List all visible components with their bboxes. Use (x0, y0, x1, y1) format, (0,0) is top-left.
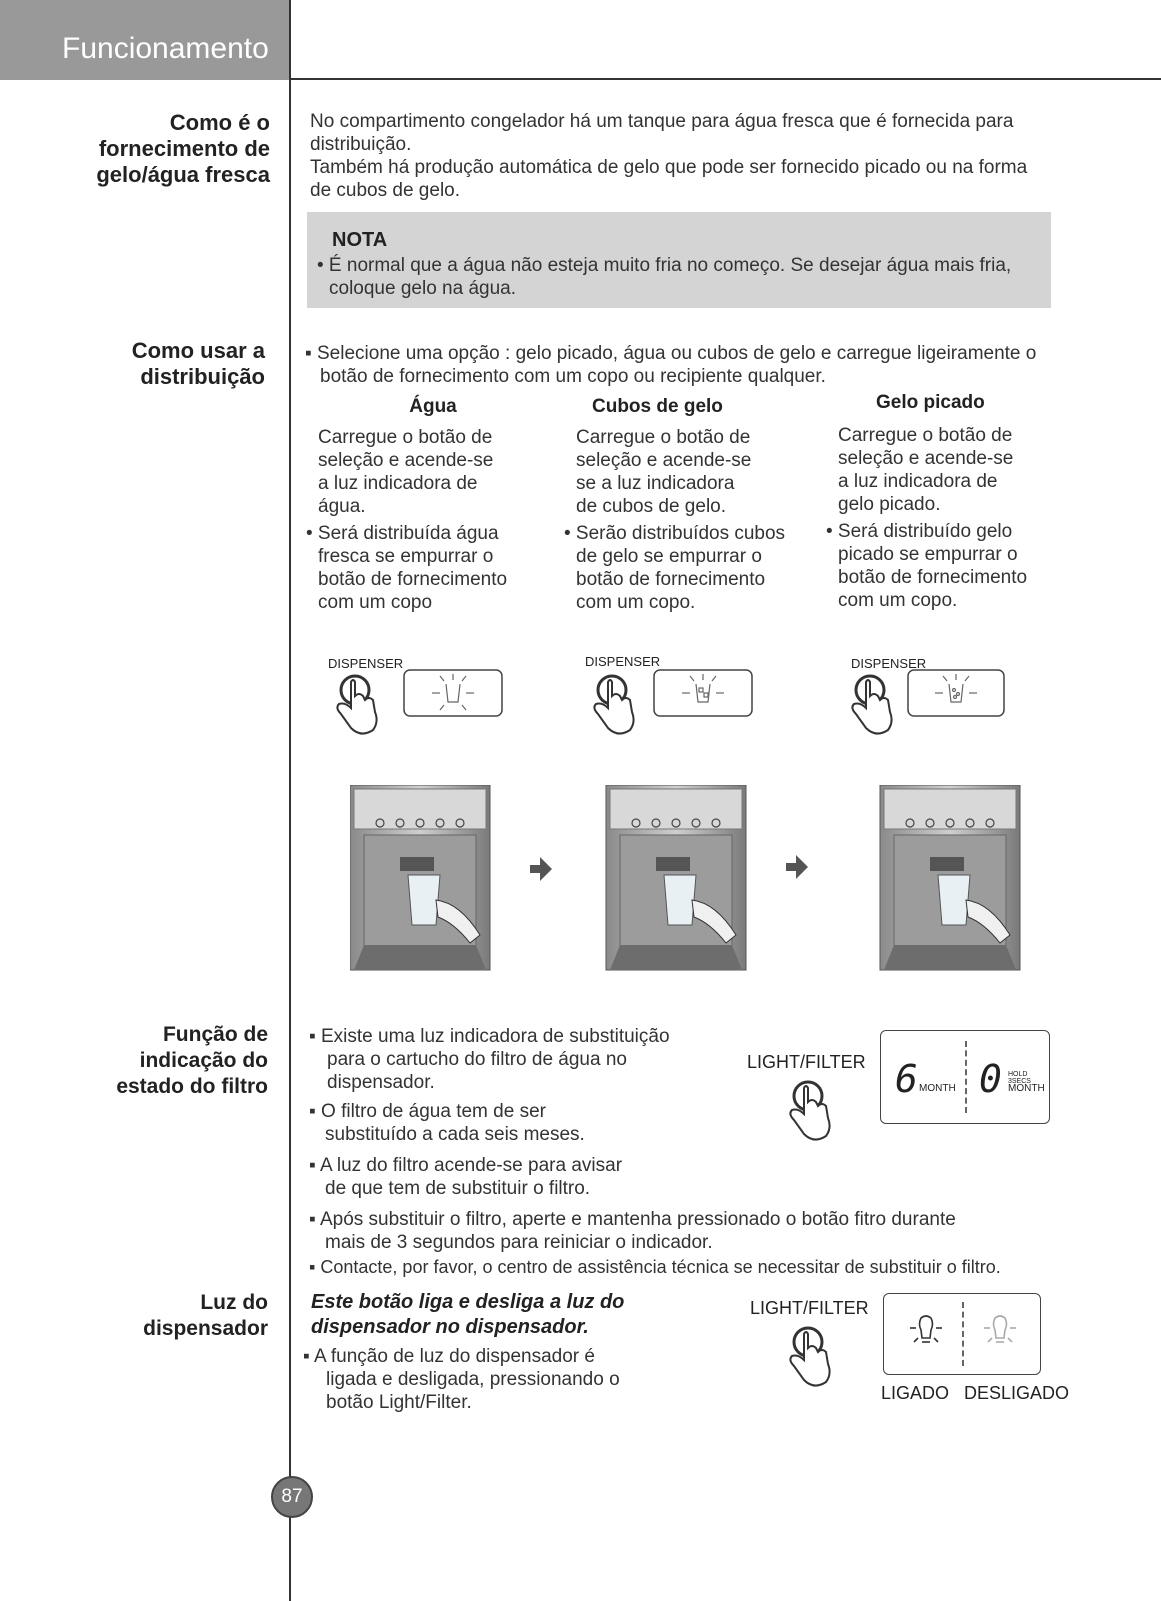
supply-line-2: distribuição. (310, 134, 412, 155)
light-display-divider (962, 1302, 964, 1366)
crushed-line-1: Carregue o botão de (838, 425, 1013, 446)
light-heading-line-1: Luz do (200, 1291, 268, 1314)
dispenser-buttons-row (320, 668, 1040, 758)
column-cubes (564, 396, 816, 614)
filter-bullet-3-line-2: de que tem de substituir o filtro. (325, 1178, 591, 1199)
crushed-bullet-1: • Será distribuído gelo (826, 521, 1013, 542)
crushed-line-4: gelo picado. (838, 494, 941, 515)
filter-bullet-4-line-1: ▪ Após substituir o filtro, aperte e mantenha pressionado o botão fitro durante (309, 1209, 956, 1230)
water-cup-icon (432, 674, 474, 710)
water-line-1: Carregue o botão de (318, 427, 493, 448)
dispenser-label-2: DISPENSER (585, 654, 661, 669)
arrow-right-icon (786, 855, 808, 879)
note-title: NOTA (332, 229, 388, 251)
filter-button-label: LIGHT/FILTER (747, 1052, 866, 1072)
column-cubes-title: Cubos de gelo (592, 396, 723, 417)
water-line-2: seleção e acende-se (318, 450, 494, 471)
filter-bullet-2-line-1: ▪ O filtro de água tem de ser (309, 1101, 546, 1122)
supply-heading-line-1: Como é o (169, 110, 270, 135)
light-bullet-line-3: botão Light/Filter. (326, 1392, 472, 1413)
use-heading-line-2: distribuição (140, 364, 265, 389)
filter-heading-line-1: Função de (162, 1023, 268, 1046)
supply-heading-line-2: fornecimento de (98, 136, 270, 161)
water-line-3: a luz indicadora de (318, 473, 478, 494)
crushed-ice-cup-icon (935, 674, 977, 702)
water-bullet-3: botão de fornecimento (318, 569, 508, 590)
cubes-bullet-1: • Serão distribuídos cubos (564, 523, 786, 544)
filter-heading-line-3: estado do filtro (116, 1075, 268, 1098)
water-bullet-4: com um copo (318, 592, 433, 613)
cubes-line-4: de cubos de gelo. (576, 496, 727, 517)
crushed-bullet-2: picado se empurrar o (838, 544, 1018, 565)
water-dispenser-picture (350, 785, 490, 970)
crushed-bullet-3: botão de fornecimento (838, 567, 1028, 588)
filter-bullets (309, 1025, 739, 1200)
crushed-bullet-4: com um copo. (838, 590, 958, 611)
light-bullets (303, 1345, 733, 1414)
supply-line-4: de cubos de gelo. (310, 180, 461, 201)
light-off-label: DESLIGADO (964, 1383, 1070, 1403)
cubes-line-3: se a luz indicadora (576, 473, 735, 494)
note-line-1: • É normal que a água não esteja muito fria no começo. Se desejar água mais fria, (317, 255, 1012, 276)
filter-bullets-wide (309, 1208, 1149, 1279)
hand-press-icon (337, 676, 376, 734)
cubes-line-2: seleção e acende-se (576, 450, 752, 471)
dispenser-illustrations (350, 785, 1030, 975)
use-heading (60, 338, 265, 390)
note-text (317, 254, 1047, 300)
hand-press-icon (790, 1328, 829, 1386)
filter-display (880, 1030, 1050, 1124)
hand-press-icon (852, 676, 891, 734)
dispenser-label-1: DISPENSER (328, 656, 404, 671)
supply-line-1: No compartimento congelador há um tanque para água fresca que é fornecida para (310, 111, 1014, 132)
light-emphasis-line-2: dispensador no dispensador. (311, 1316, 589, 1338)
supply-line-3: Também há produção automática de gelo que pode ser fornecido picado ou na forma (310, 157, 1028, 178)
filter-hand-press[interactable] (778, 1076, 838, 1156)
cubes-bullet-3: botão de fornecimento (576, 569, 766, 590)
hand-press-icon (790, 1082, 829, 1140)
cubes-bullet-2: de gelo se empurrar o (576, 546, 762, 567)
display-month-left: MONTH (919, 1083, 956, 1094)
filter-bullet-2-line-2: substituído a cada seis meses. (325, 1124, 585, 1145)
display-hold: HOLD 3SECS (1008, 1071, 1031, 1085)
top-rule (290, 78, 1161, 80)
vertical-rule (289, 0, 291, 1601)
filter-bullet-1-line-2: para o cartucho do filtro de água no (327, 1049, 627, 1070)
column-water-title: Água (409, 396, 457, 417)
column-water (306, 396, 548, 614)
crushed-line-3: a luz indicadora de (838, 471, 998, 492)
filter-bullet-4-line-2: mais de 3 segundos para reiniciar o indicador. (325, 1232, 713, 1253)
display-digit-right: 0 (979, 1057, 1002, 1101)
filter-heading-line-2: indicação do (139, 1049, 268, 1072)
supply-heading (60, 110, 270, 188)
cubes-dispenser-picture (606, 785, 746, 970)
light-heading (60, 1290, 268, 1342)
crushed-line-2: seleção e acende-se (838, 448, 1014, 469)
light-heading-line-2: dispensador (143, 1317, 268, 1340)
bulb-off-icon (980, 1312, 1020, 1356)
ice-cube-cup-icon (682, 674, 724, 702)
filter-heading (60, 1022, 268, 1100)
filter-bullet-5-line-1: ▪ Contacte, por favor, o centro de assistência técnica se necessitar de substituir o filtro. (309, 1257, 1001, 1277)
use-intro-line-1: ▪ Selecione uma opção : gelo picado, água ou cubos de gelo e carregue ligeiramente o (305, 343, 1037, 364)
water-bullet-2: fresca se empurrar o (318, 546, 494, 567)
header-title: Funcionamento (62, 32, 269, 65)
column-crushed (826, 392, 1078, 612)
water-line-4: água. (318, 496, 366, 517)
display-divider (965, 1041, 967, 1113)
column-crushed-title: Gelo picado (876, 392, 985, 413)
supply-paragraph (310, 110, 1130, 202)
light-emphasis (311, 1290, 741, 1340)
light-emphasis-line-1: Este botão liga e desliga a luz do (311, 1291, 625, 1313)
arrow-right-icon (530, 857, 552, 881)
light-bullet-line-1: ▪ A função de luz do dispensador é (303, 1346, 595, 1367)
cubes-bullet-4: com um copo. (576, 592, 696, 613)
note-line-2: coloque gelo na água. (329, 278, 516, 299)
header-tab (0, 0, 290, 80)
light-hand-press[interactable] (778, 1322, 838, 1402)
bulb-on-icon (906, 1312, 946, 1356)
hand-press-icon (594, 676, 633, 734)
use-intro (305, 342, 1155, 388)
filter-bullet-1-line-1: ▪ Existe uma luz indicadora de substituição (309, 1026, 670, 1047)
filter-bullet-1-line-3: dispensador. (327, 1072, 435, 1093)
light-on-label: LIGADO (881, 1383, 950, 1403)
supply-heading-line-3: gelo/água fresca (96, 162, 270, 187)
cubes-line-1: Carregue o botão de (576, 427, 751, 448)
use-heading-line-1: Como usar a (131, 338, 265, 363)
display-month-right: MONTH (1008, 1083, 1045, 1094)
use-intro-line-2: botão de fornecimento com um copo ou recipiente qualquer. (320, 366, 826, 387)
page-number: 87 (271, 1476, 313, 1518)
filter-bullet-3-line-1: ▪ A luz do filtro acende-se para avisar (309, 1155, 623, 1176)
light-bullet-line-2: ligada e desligada, pressionando o (326, 1369, 620, 1390)
dispenser-label-3: DISPENSER (851, 656, 927, 671)
display-digit-left: 6 (895, 1057, 918, 1101)
water-bullet-1: • Será distribuída água (306, 523, 499, 544)
note-box (307, 212, 1051, 308)
light-button-label: LIGHT/FILTER (750, 1298, 869, 1318)
light-display (883, 1293, 1041, 1375)
crushed-dispenser-picture (880, 785, 1020, 970)
